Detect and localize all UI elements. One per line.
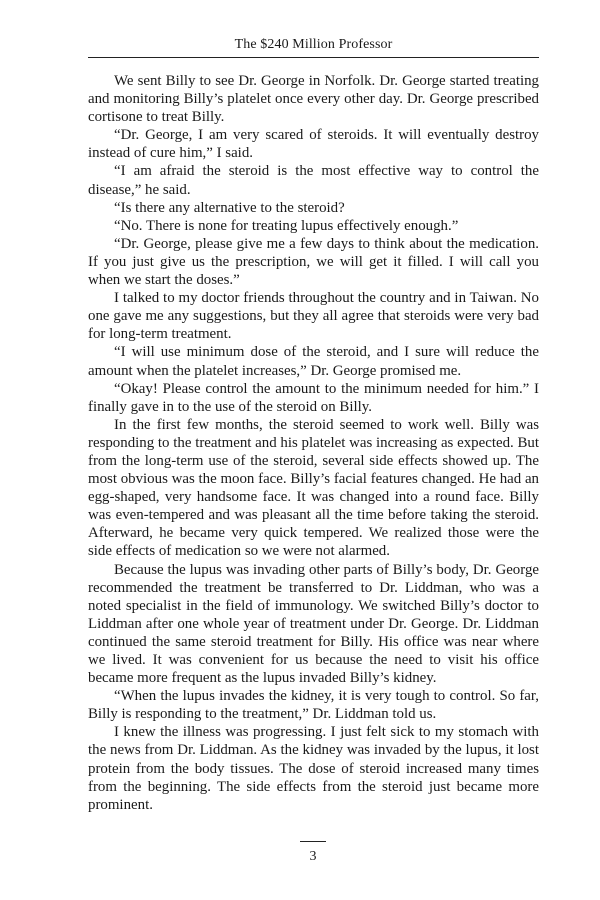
- paragraph: We sent Billy to see Dr. George in Norfolk. Dr. George started treating and monitoring Billy’s platelet once every other day. Dr. George prescribed cortisone to treat Billy.: [88, 73, 539, 126]
- paragraph: Because the lupus was invading other parts of Billy’s body, Dr. George recommended the treatment be transferred to Dr. Liddman, who was a noted specialist in the field of immunology. We switched Billy’s doctor to Liddman after one whole year of treatment under Dr. George. Dr. Liddman continued the same steroid treatment for Billy. His office was near where we lived. It was convenient for us because the need to visit his office became more frequent as the lupus invaded Billy’s kidney.: [88, 561, 539, 687]
- footer-rule: [300, 841, 326, 842]
- paragraph: I talked to my doctor friends throughout the country and in Taiwan. No one gave me any suggestions, but they all agree that steroids were very bad for long-term treatment.: [88, 290, 539, 343]
- paragraph: “Dr. George, I am very scared of steroids. It will eventually destroy instead of cure him,” I said.: [88, 127, 539, 162]
- paragraph: In the first few months, the steroid seemed to work well. Billy was responding to the treatment and his platelet was increasing as expected. But from the long-term use of the steroid, several side effects showed up. The most obvious was the moon face. Billy’s facial features changed. He had an egg-shaped, very handsome face. It was changed into a round face. Billy was even-tempered and was pleasant all the time before taking the steroid. Afterward, he became very quick tempered. We realized those were the side effects of medication so we were not alarmed.: [88, 416, 539, 560]
- body-text: [88, 72, 539, 814]
- paragraph: “I am afraid the steroid is the most effective way to control the disease,” he said.: [88, 163, 539, 198]
- paragraph: “When the lupus invades the kidney, it is very tough to control. So far, Billy is responding to the treatment,” Dr. Liddman told us.: [88, 688, 539, 723]
- paragraph: “Okay! Please control the amount to the minimum needed for him.” I finally gave in to the use of the steroid on Billy.: [88, 380, 539, 415]
- header-rule: [88, 57, 539, 58]
- paragraph: I knew the illness was progressing. I just felt sick to my stomach with the news from Dr. Liddman. As the kidney was invaded by the lupus, it lost protein from the body tissues. The dose of steroid increased many times from the beginning. The side effects from the steroid just became more prominent.: [88, 724, 539, 813]
- paragraph: “I will use minimum dose of the steroid, and I sure will reduce the amount when the platelet increases,” Dr. George promised me.: [88, 344, 539, 379]
- paragraph: “No. There is none for treating lupus effectively enough.”: [114, 217, 459, 234]
- page-number: 3: [309, 849, 317, 864]
- paragraph: “Dr. George, please give me a few days to think about the medication. If you just give us the prescription, we will get it filled. I will call you when we start the doses.”: [88, 235, 539, 289]
- running-head-title: The $240 Million Professor: [234, 37, 393, 52]
- paragraph: “Is there any alternative to the steroid?: [114, 199, 345, 216]
